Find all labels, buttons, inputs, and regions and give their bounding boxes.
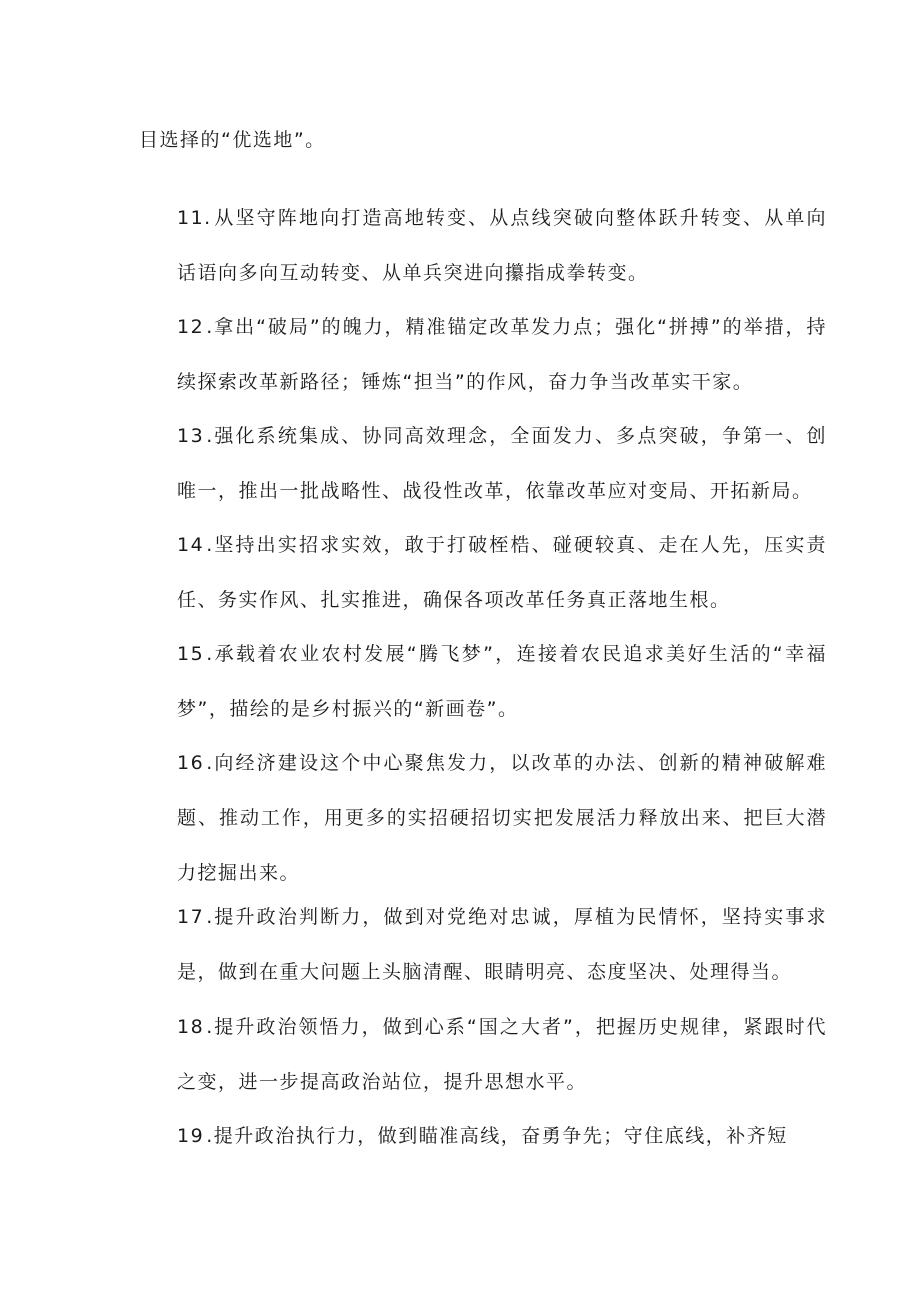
paragraph-number: 19	[177, 1125, 205, 1147]
paragraph-text: .强化系统集成、协同高效理念，全面发力、多点突破，争第一、创唯一，推出一批战略性、战役性改革，依靠改革应对变局、开拓新局。	[177, 425, 827, 502]
paragraph-continuation	[139, 113, 789, 168]
paragraph-number: 11.	[177, 207, 212, 229]
paragraph-text: 从坚守阵地向打造高地转变、从点线突破向整体跃升转变、从单向话语向多向互动转变、从单兵突进向攥指成拳转变。	[177, 207, 827, 284]
paragraph-11	[139, 191, 827, 301]
paragraph-number: 12	[177, 316, 205, 338]
paragraph-text: .提升政治领悟力，做到心系“国之大者”，把握历史规律，紧跟时代之变，进一步提高政治站位，提升思想水平。	[177, 1016, 827, 1093]
paragraph-15	[139, 627, 827, 737]
paragraph-text: .坚持出实招求实效，敢于打破桎梏、碰硬较真、走在人先，压实责任、务实作风、扎实推进，确保各项改革任务真正落地生根。	[177, 534, 827, 611]
paragraph-text: .提升政治判断力，做到对党绝对忠诚，厚植为民情怀，坚持实事求是，做到在重大问题上头脑清醒、眼睛明亮、态度坚决、处理得当。	[177, 906, 827, 983]
paragraph-number: 15	[177, 643, 205, 665]
paragraph-number: 14	[177, 534, 205, 556]
paragraph-12	[139, 300, 827, 410]
paragraph-text: .提升政治执行力，做到瞄准高线，奋勇争先；守住底线，补齐短	[206, 1125, 788, 1147]
paragraph-18	[139, 1000, 827, 1110]
paragraph-13	[139, 409, 827, 519]
paragraph-number: 17	[177, 906, 205, 928]
paragraph-number: 13	[177, 425, 205, 447]
paragraph-text: 目选择的“优选地”。	[139, 129, 326, 151]
paragraph-19	[139, 1109, 827, 1164]
paragraph-text: .承载着农业农村发展“腾飞梦”，连接着农民追求美好生活的“幸福梦”，描绘的是乡村振兴的“新画卷”。	[177, 643, 827, 720]
paragraph-16	[139, 736, 827, 901]
paragraph-text: .向经济建设这个中心聚焦发力，以改革的办法、创新的精神破解难题、推动工作，用更多的实招硬招切实把发展活力释放出来、把巨大潜力挖掘出来。	[177, 752, 827, 884]
paragraph-number: 18	[177, 1016, 205, 1038]
paragraph-number: 16	[177, 752, 205, 774]
paragraph-17	[139, 890, 827, 1000]
paragraph-text: .拿出“破局”的魄力，精准锚定改革发力点；强化“拼搏”的举措，持续探索改革新路径；锤炼“担当”的作风，奋力争当改革实干家。	[177, 316, 827, 393]
paragraph-14	[139, 518, 827, 628]
